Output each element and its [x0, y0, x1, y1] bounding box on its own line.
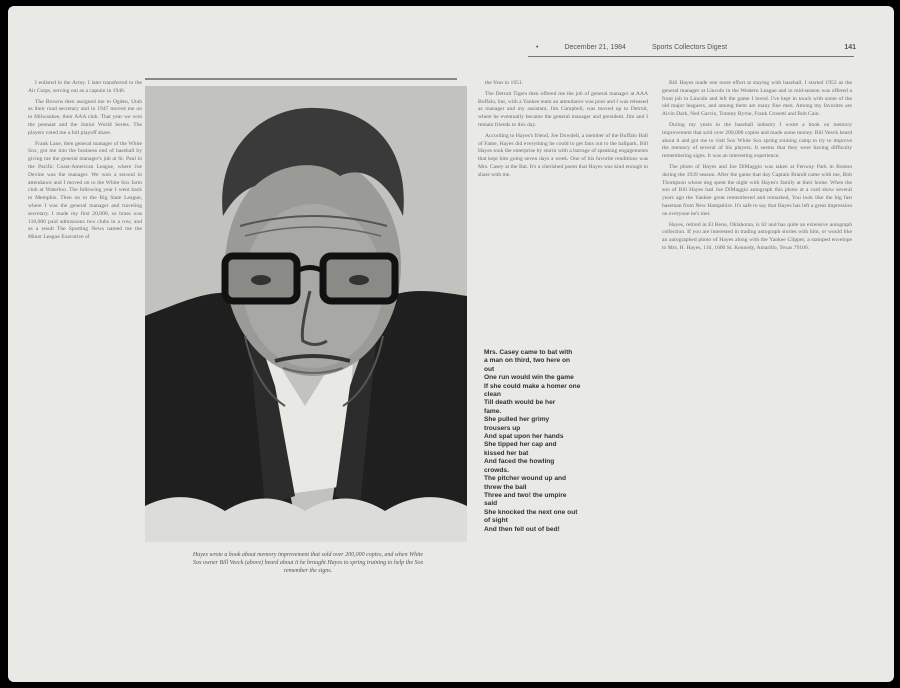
header-bullet: •	[536, 44, 539, 51]
poem-line: And then fell out of bed!	[484, 525, 560, 533]
poem-line: a man on third, two here on	[484, 357, 571, 365]
poem-line: If she could make a homer one	[484, 382, 581, 390]
poem-line: She knocked the next one out	[484, 508, 578, 516]
poem-line: fame.	[484, 407, 502, 415]
poem-line: trousers up	[484, 424, 521, 432]
poem-line: And spat upon her hands	[484, 433, 564, 441]
left-column	[28, 80, 142, 610]
poem-line: Till death would be her	[484, 399, 556, 407]
poem-line: clean	[484, 391, 501, 399]
middle-paragraph: According to Hayes's friend, Joe Dowdell, a member of the Buffalo Hall of Fame, Hayes did everything he could to get fans out to the ballpark. Bill Hayes took the enterprise by storm with a barrage of speaking engagements that kept him going seven days a week. One of his favorite renditions was Mrs. Casey at the Bat. It's a cherished poem that Hayes was kind enough to share with me.	[478, 132, 648, 178]
poem-line: kissed her bat	[484, 449, 529, 457]
poem-line: said	[484, 500, 498, 508]
middle-paragraph: the Year in 1951.	[485, 80, 524, 86]
poem-line: Three and two! the umpire	[484, 491, 567, 499]
right-paragraph: Bill Hayes made one more effort at staying with baseball. I started 1953 as the general manager at Lincoln in the Western League and in mid-season was offered a front job in Lincoln and left the game I loved. I've kept in touch with some of the old major leaguers, and among them are many fine men. Among my favorites are Alvin Dark, Ned Garvin, Tommy Byrne, Frank Crosetti and Bob Cain.	[662, 80, 852, 118]
poem-line: threw the ball	[484, 483, 527, 491]
right-paragraph: The photo of Hayes and Joe DiMaggio was taken at Fenway Park in Boston during the 1939 season. After the game that day Captain Brandt came with me, Bob Thompson whose dog spent the night with Hayes's family at their home. When the son of Bill Hayes had Joe DiMaggio autograph this photo at a card show several years ago the Yankee great remembered and remarked, You look like the big fast baseman from New Hampshire. It's safe to say that Hayes has left a great impression on everyone he's met.	[662, 163, 852, 217]
header-page-number: 141	[844, 44, 856, 51]
left-paragraph: The Browns then assigned me to Ogden, Utah as their road secretary and in 1947 moved me on to Milwaukee, their AAA club. That year we won the pennant and the Junior World Series. The players voted me a full playoff share.	[28, 98, 142, 136]
left-paragraph: I enlisted in the Army. I later transferred to the Air Corps, serving out as a captain in 1946.	[28, 80, 142, 94]
photo-top-rule	[145, 78, 457, 80]
page-header	[536, 44, 856, 51]
middle-column	[478, 80, 648, 342]
portrait-sketch	[145, 86, 467, 542]
right-paragraph: Hayes, retired in El Reno, Oklahoma, is 82 and has quite an extensive autograph collection. If you are interested in trading autograph stories with him, or would like an autographed photo of Hayes along with the Yankee Clipper, a stamped envelope to Mrs. H. Hayes, 110, 1600 St. Kennedy, Amarillo, Texas 79106.	[662, 221, 852, 251]
poem-line: One run would win the game	[484, 374, 574, 382]
poem-line: The pitcher wound up and	[484, 475, 567, 483]
portrait-photo	[145, 86, 467, 542]
poem-line: Mrs. Casey came to bat with	[484, 349, 573, 356]
poem-line: out	[484, 365, 495, 373]
header-publication: Sports Collectors Digest	[651, 44, 728, 51]
right-paragraph: During my years in the baseball industry I wrote a book on memory improvement that sold over 200,000 copies and made some money. Bill Veeck heard about it and got me to visit Sox White Sox spring training camp to try to improve the memory of several of his players. It seems that they were having difficulty remembering signs. It was an interesting experience.	[662, 121, 852, 160]
newspaper-page	[8, 6, 894, 682]
poem-casey-at-the-bat	[484, 349, 644, 534]
middle-paragraph: The Detroit Tigers then offered me the job of general manager at AAA Buffalo, but, with a Yankee team an attendance was poor and I was released as manager and my assistant, Jim Campbell, was moved up to Detroit, where he eventually became the general manager and president. Jim and I remain friends to this day.	[478, 90, 648, 128]
left-paragraph: Frank Lane, then general manager of the White Sox, got me into the business end of baseball by giving me the general manager's job at St. Paul in the Pacific Coast-American League, where Joe Devine was the manager. We won a second in attendance and I moved on to the White Sox farm club at Waterloo. The following year I went back to Memphis. Then on to the Big State League, where I was the general manager and traveling secretary. I made my first 20,000, so brass was 110,000 paid admissions two clubs in a row, and as a result The Sporting News named me the Minor League Executive of	[28, 140, 142, 241]
header-date: December 21, 1984	[564, 44, 626, 51]
poem-line: She pulled her grimy	[484, 416, 550, 424]
poem-line: of sight	[484, 517, 508, 525]
header-rule	[528, 56, 854, 57]
photo-caption: Hayes wrote a book about memory improvement that sold over 200,000 copies, and when White Sox owner Bill Veeck (above) heard about it he brought Hayes to spring training to help the Sox remember the signs.	[192, 552, 424, 574]
poem-line: She tipped her cap and	[484, 441, 557, 449]
right-column	[662, 80, 852, 610]
poem-line: And faced the howling	[484, 458, 555, 466]
poem-line: crowds.	[484, 466, 509, 474]
